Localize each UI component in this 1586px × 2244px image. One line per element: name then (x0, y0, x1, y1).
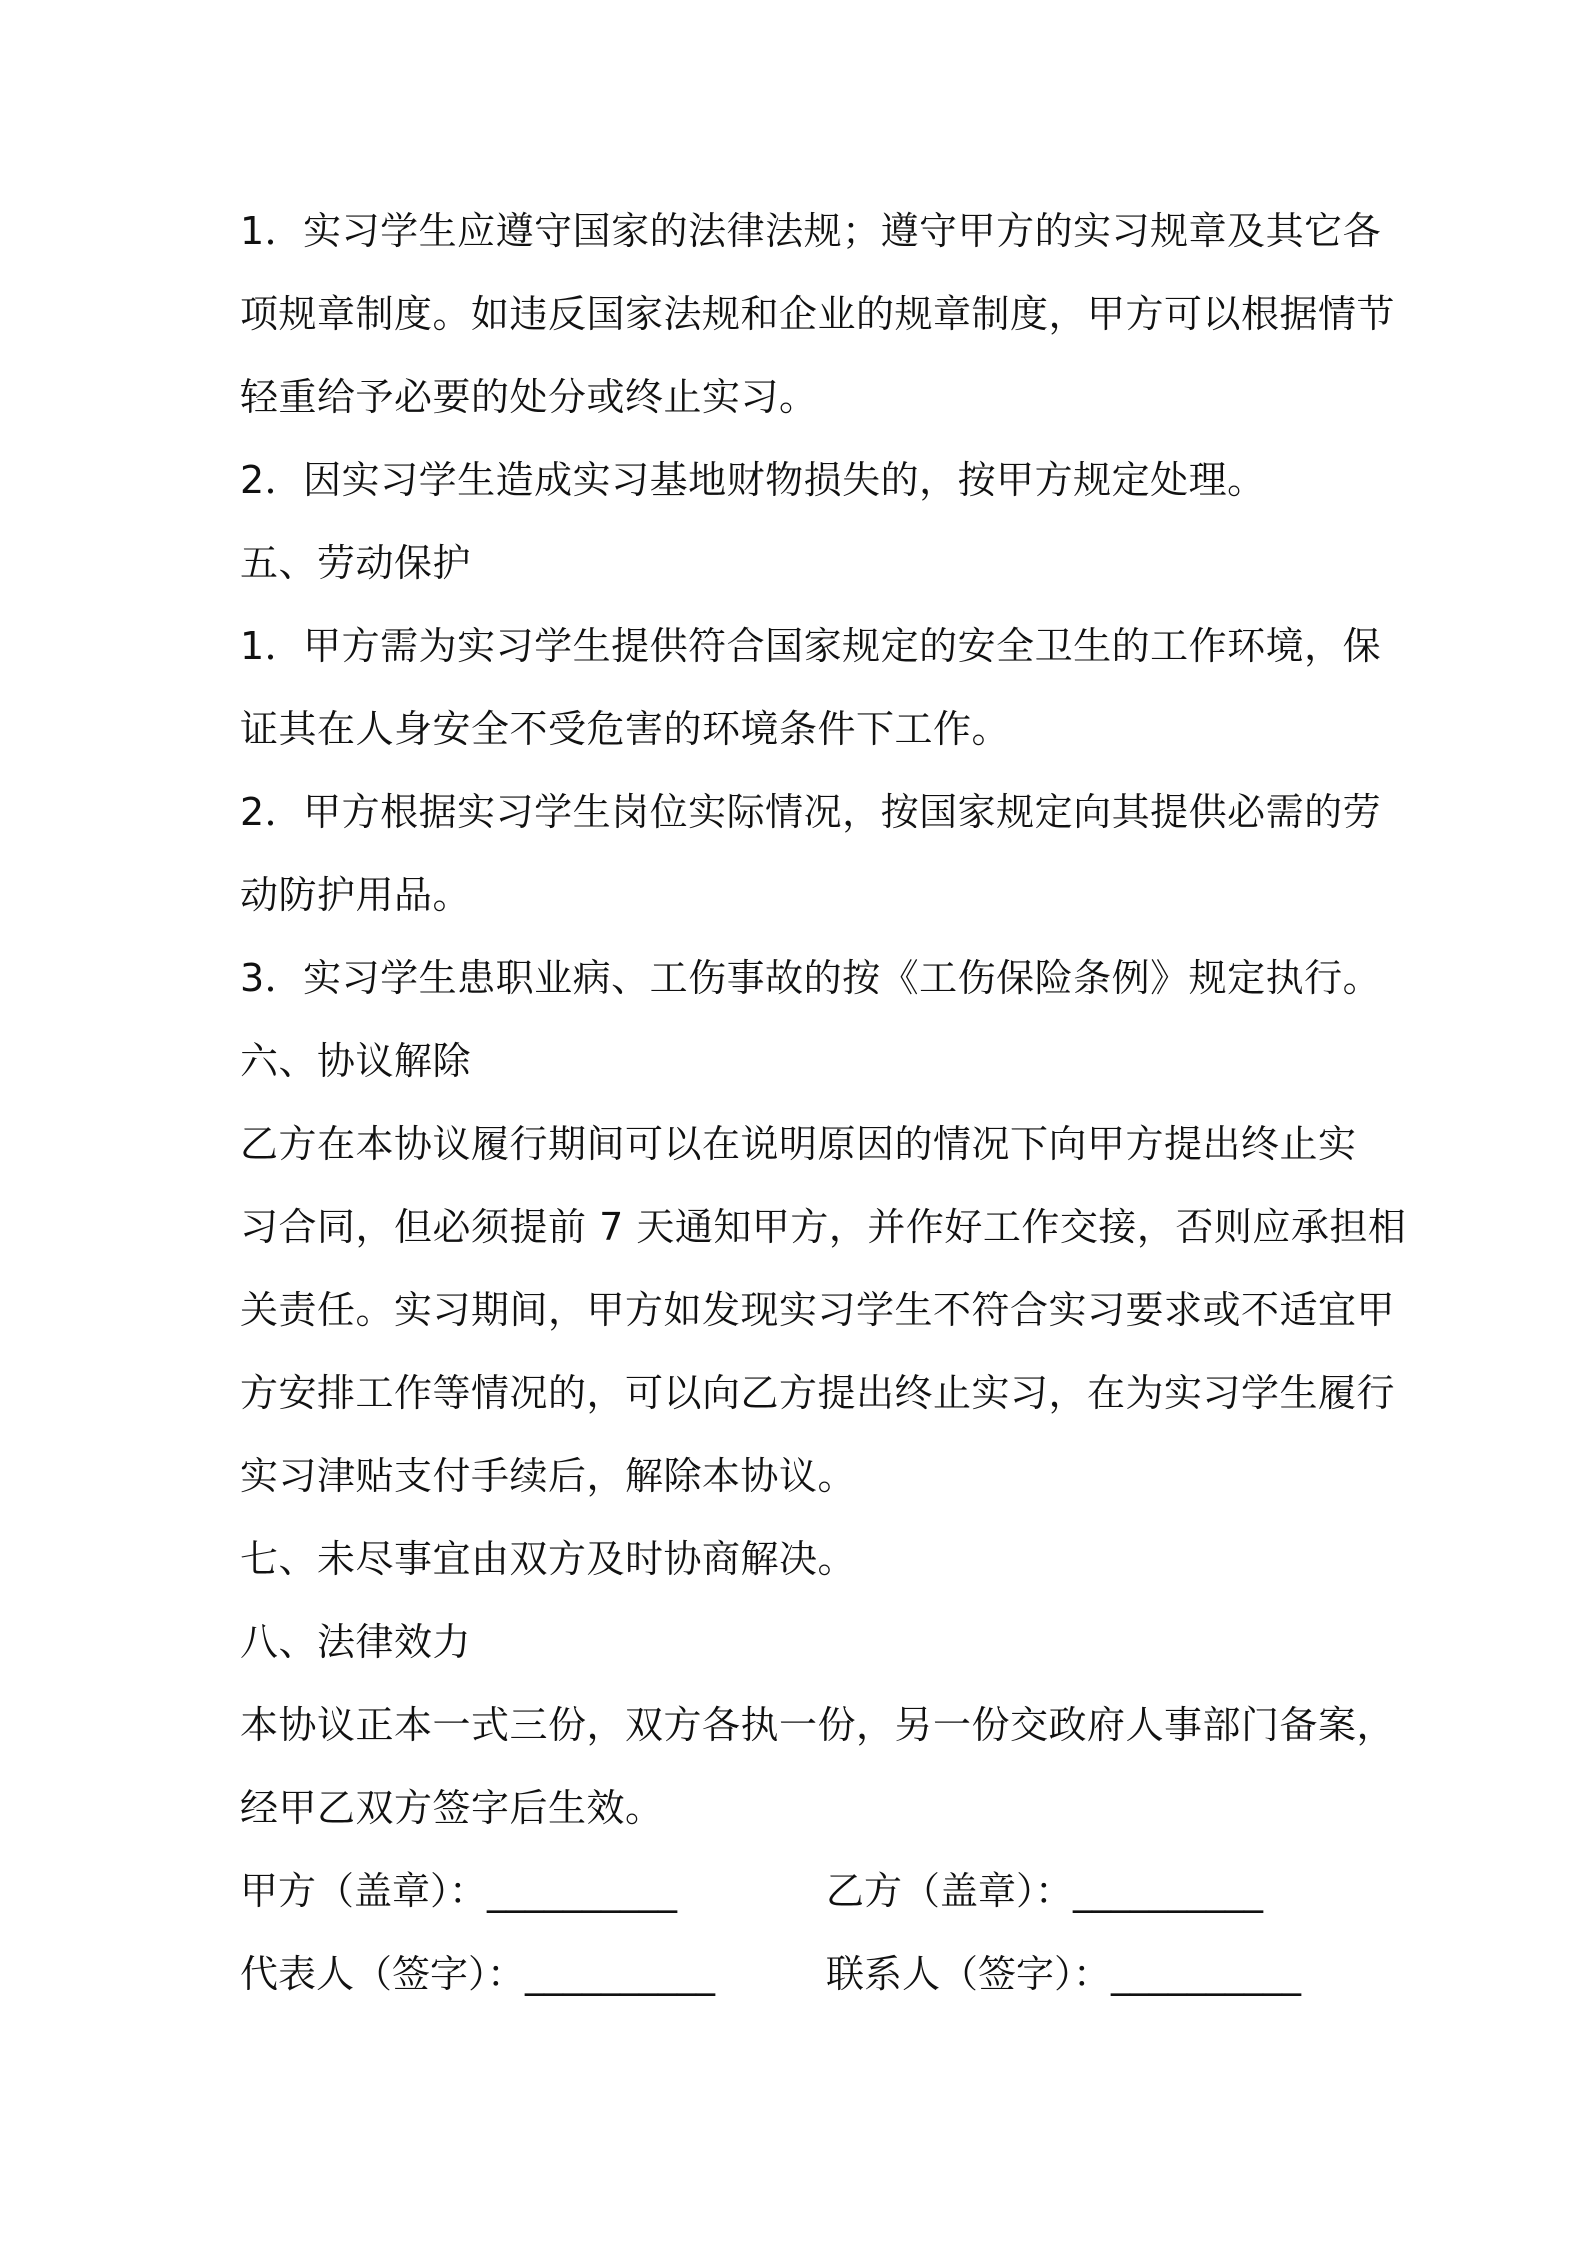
termination-line-5: 实习津贴支付手续后，解除本协议。 (240, 1454, 857, 1498)
party-b-seal-field: 乙方（盖章）：__________ (826, 1869, 1264, 1913)
section-heading-labor-protection: 五、劳动保护 (240, 541, 472, 585)
labor-1-line-2: 证其在人身安全不受危害的环境条件下工作。 (240, 707, 1011, 751)
labor-1-line-1: 1．甲方需为实习学生提供符合国家规定的安全卫生的工作环境，保 (240, 624, 1382, 668)
legal-effect-line-1: 本协议正本一式三份，双方各执一份，另一份交政府人事部门备案， (240, 1703, 1396, 1747)
labor-3: 3．实习学生患职业病、工伤事故的按《工伤保险条例》规定执行。 (240, 956, 1382, 1000)
signature-row-sign (240, 1933, 1355, 2016)
legal-effect-line-2: 经甲乙双方签字后生效。 (240, 1786, 664, 1830)
labor-2-line-2: 动防护用品。 (240, 873, 472, 917)
representative-sign-field: 代表人（签字）：__________ (240, 1952, 716, 1996)
document-page (240, 190, 1407, 2016)
clause-5-1-line-1: 1．实习学生应遵守国家的法律法规；遵守甲方的实习规章及其它各 (240, 209, 1382, 253)
section-seven: 七、未尽事宜由双方及时协商解决。 (240, 1537, 857, 1581)
termination-line-4: 方安排工作等情况的，可以向乙方提出终止实习，在为实习学生履行 (240, 1371, 1396, 1415)
section-heading-legal-effect: 八、法律效力 (240, 1620, 472, 1664)
termination-line-1: 乙方在本协议履行期间可以在说明原因的情况下向甲方提出终止实 (240, 1122, 1357, 1166)
contact-sign-field: 联系人（签字）：__________ (826, 1952, 1302, 1996)
signature-row-seal (240, 1850, 1355, 1933)
party-a-seal-field: 甲方（盖章）：__________ (240, 1869, 678, 1913)
clause-5-2: 2．因实习学生造成实习基地财物损失的，按甲方规定处理。 (240, 458, 1266, 502)
labor-2-line-1: 2．甲方根据实习学生岗位实际情况，按国家规定向其提供必需的劳 (240, 790, 1382, 834)
termination-line-3: 关责任。实习期间，甲方如发现实习学生不符合实习要求或不适宜甲 (240, 1288, 1396, 1332)
section-heading-termination: 六、协议解除 (240, 1039, 472, 1083)
termination-line-2: 习合同，但必须提前 7 天通知甲方，并作好工作交接，否则应承担相 (240, 1205, 1407, 1249)
clause-5-1-line-2: 项规章制度。如违反国家法规和企业的规章制度，甲方可以根据情节 (240, 292, 1396, 336)
clause-5-1-line-3: 轻重给予必要的处分或终止实习。 (240, 375, 818, 419)
